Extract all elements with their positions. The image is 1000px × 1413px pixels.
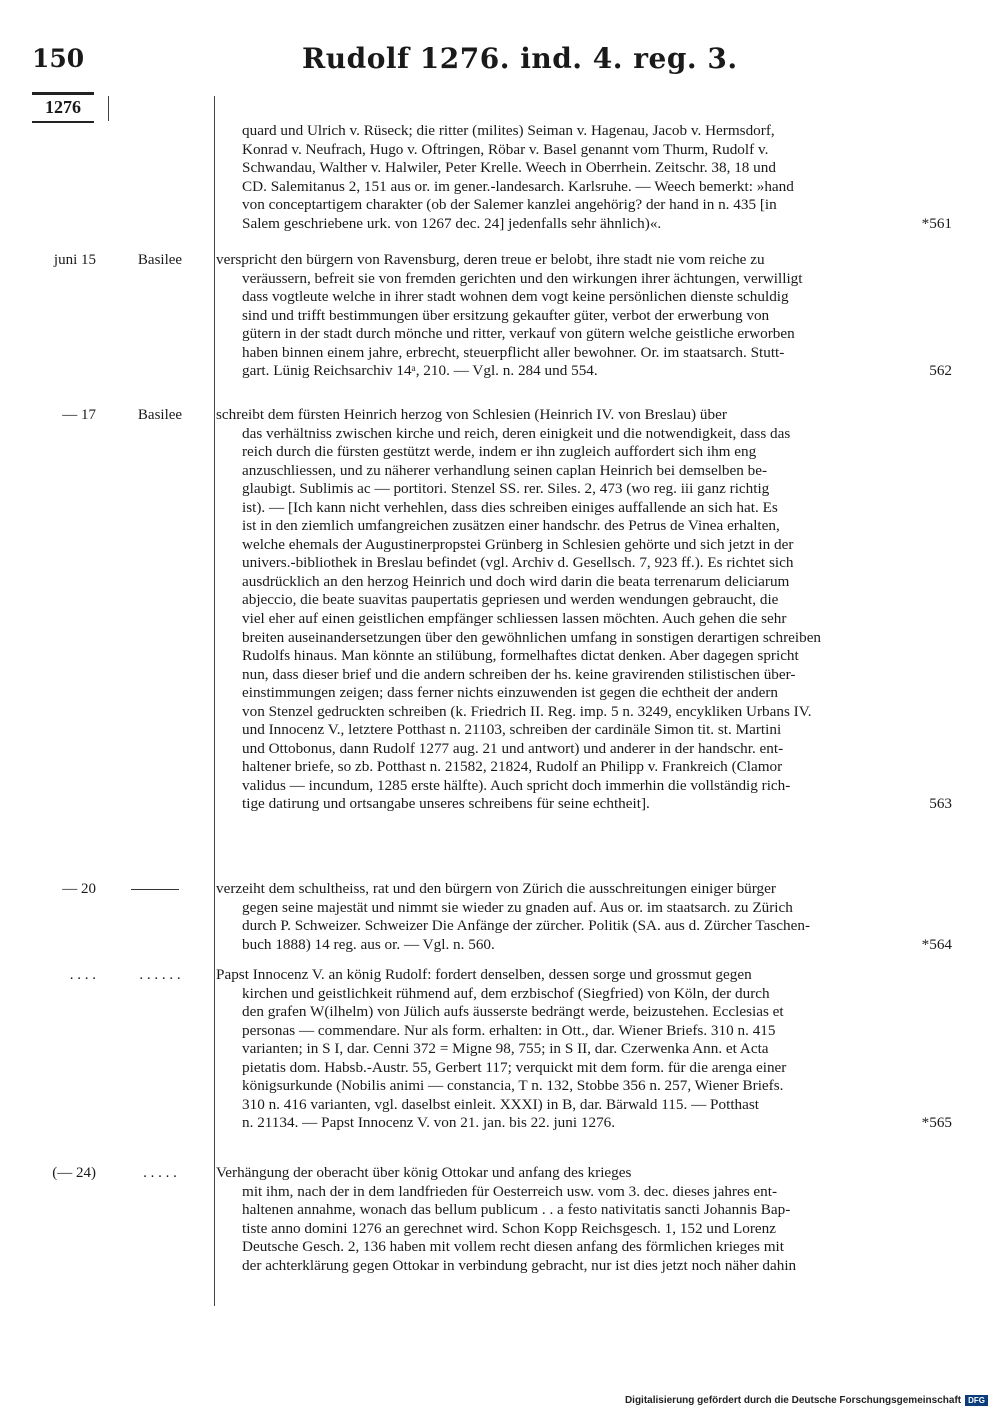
entry-date: (— 24) — [52, 1165, 96, 1181]
text-line: univers.-bibliothek in Breslau befindet (vgl. Archiv d. Gesellsch. 7, 923 ff.). Es richtet sich — [242, 554, 794, 572]
digitization-credit — [625, 1395, 988, 1406]
text-line: kirchen und geistlichkeit rühmend auf, dem erzbischof (Siegfried) von Köln, der durch — [242, 984, 770, 1002]
text-line: Papst Innocenz V. an könig Rudolf: fordert denselben, dessen sorge und grossmut gegen — [216, 966, 752, 983]
entry-place: Basilee — [137, 252, 183, 268]
text-line: Salem geschriebene urk. von 1267 dec. 24] jedenfalls sehr ähnlich)«. — [242, 214, 662, 232]
text-line: pietatis dom. Habsb.-Austr. 55, Gerbert 117; verquickt mit dem form. für die arenga einer — [242, 1058, 787, 1076]
text-line: von conceptartigem charakter (ob der Salemer kanzlei angehörig? der hand in n. 435 [in — [242, 196, 777, 214]
text-line: durch P. Schweizer. Schweizer Die Anfänge der zürcher. Politik (SA. aus d. Zürcher Taschen- — [242, 917, 811, 935]
text-line: Deutsche Gesch. 2, 136 haben mit vollem recht diesen anfang des förmlichen krieges mit — [242, 1238, 784, 1256]
text-line: mit ihm, nach der in dem landfrieden für Oesterreich usw. vom 3. dec. dieses jahres ent- — [242, 1182, 778, 1200]
text-line: personas — commendare. Nur als form. erhalten: in Ott., dar. Wiener Briefs. 310 n. 415 — [242, 1021, 776, 1039]
text-line: ist in den ziemlich umfangreichen zusätzen einer handschr. des Petrus de Vinea erhalten, — [242, 517, 780, 535]
text-line: anzuschliessen, und zu näherer verhandlung seinen caplan Heinrich bei demselben be- — [242, 461, 768, 479]
text-line: den grafen W(ilhelm) von Jülich aufs äusserste bedrängt werde, beizustehen. Ecclesias et — [242, 1003, 784, 1021]
text-line: und Ottobonus, dann Rudolf 1277 aug. 21 und antwort) und anderer in der handschr. ent- — [242, 739, 784, 757]
credit-text: Digitalisierung gefördert durch die Deutsche Forschungsgemeinschaft — [624, 1395, 962, 1406]
text-line: Konrad v. Neufrach, Hugo v. Oftringen, Röbar v. Basel genannt vom Thurm, Rudolf v. — [242, 140, 769, 158]
text-line: haben binnen einem jahre, erbrecht, steuerpflicht aller bewohner. Or. im staatsarch. Stutt- — [242, 343, 785, 361]
text-line: und Innocenz V., letztere Potthast n. 21103, schreiben der cardinäle Simon tit. st. Martini — [242, 721, 782, 739]
text-line: veräussern, befreit sie von fremden gerichten und den wirkungen ihrer ächtungen, verwilligt — [242, 269, 803, 287]
text-line: 310 n. 416 varianten, vgl. daselbst einleit. XXXI) in B, dar. Bärwald 115. — Potthast — [242, 1095, 759, 1113]
text-line: CD. Salemitanus 2, 151 aus or. im gener.-landesarch. Karlsruhe. — Weech bemerkt: »hand — [242, 177, 794, 195]
text-line: verspricht den bürgern von Ravensburg, deren treue er belobt, ihre stadt nie vom reiche zu — [216, 251, 765, 268]
entry-text — [216, 406, 952, 814]
text-line: Rudolfs hinaus. Man könnte an stilübung, formelhaftes dictat denken. Aber dagegen spricht — [242, 647, 799, 665]
text-line-last — [216, 936, 952, 955]
entry-text — [216, 122, 952, 233]
regest-number: *561 — [921, 214, 952, 232]
text-line: der achterklärung gegen Ottokar in verbindung gebracht, nur ist dies jetzt noch näher dahin — [242, 1256, 797, 1274]
entry-date: — 20 — [62, 881, 96, 897]
entry-place-dash — [131, 889, 179, 890]
text-line: n. 21134. — Papst Innocenz V. von 21. jan. bis 22. juni 1276. — [242, 1114, 616, 1132]
regest-number: *564 — [921, 935, 952, 953]
text-line: quard und Ulrich v. Rüseck; die ritter (milites) Seiman v. Hagenau, Jacob v. Hermsdorf, — [242, 122, 775, 139]
text-line-last — [216, 1114, 952, 1133]
text-line: welche ehemals der Augustinerpropstei Grünberg in Schlesien gehörte und sich jetzt in der — [242, 535, 794, 553]
entry-date: juni 15 — [53, 252, 96, 268]
entry-text — [216, 880, 952, 954]
text-line-last — [216, 362, 952, 381]
text-line: Verhängung der oberacht über könig Ottokar und anfang des krieges — [216, 1164, 632, 1181]
entry-text — [216, 1164, 952, 1275]
text-line: gart. Lünig Reichsarchiv 14ᵃ, 210. — Vgl. n. 284 und 554. — [242, 362, 598, 380]
entry-text — [216, 966, 952, 1133]
text-line: glaubigt. Sublimis ac — portitori. Stenzel SS. rer. Siles. 2, 473 (wo reg. iii ganz richtig — [242, 480, 770, 498]
regest-number: *565 — [921, 1114, 952, 1132]
text-line: Schwandau, Walther v. Halwiler, Peter Krelle. Weech in Oberrhein. Zeitschr. 38, 18 und — [242, 159, 776, 177]
text-line: viel eher auf einen geistlichen empfänger schliessen lassen möchten. Auch gehen die sehr — [242, 610, 787, 628]
text-line: verzeiht dem schultheiss, rat und den bürgern von Zürich die ausschreitungen einiger bürger — [216, 880, 776, 897]
entry-date: . . . . — [69, 967, 96, 983]
regest-number: 563 — [929, 795, 952, 813]
text-line: buch 1888) 14 reg. aus or. — Vgl. n. 560. — [242, 935, 495, 953]
text-line: königsurkunde (Nobilis animi — constancia, T n. 132, Stobbe 356 n. 257, Wiener Briefs. — [242, 1077, 784, 1095]
text-line: ist). — [Ich kann nicht verhehlen, dass dies schreiben einiges auffallende an sich hat. Es — [242, 498, 778, 516]
text-line: gegen seine majestät und nimmt sie wieder zu gnaden auf. Aus or. im staatsarch. zu Zürich — [242, 898, 793, 916]
entry-date: — 17 — [62, 407, 96, 423]
text-line: varianten; in S I, dar. Cenni 372 = Migne 98, 755; in S II, dar. Czerwenka Ann. et Acta — [242, 1040, 769, 1058]
year-heading: 1276 — [32, 92, 94, 123]
text-line: breiten auseinandersetzungen über den gewöhnlichen umfang in sonstigen derartigen schreiben — [242, 628, 822, 646]
text-line: abjeccio, die beate suavitas paupertatis gepriesen und werden wendungen gebraucht, die — [242, 591, 779, 609]
text-line: haltenen annahme, wonach das bellum publicum . . a festo nativitatis sancti Johannis Bap- — [242, 1201, 791, 1219]
entry-place: Basilee — [137, 407, 183, 423]
entry-place: . . . . . . — [139, 967, 181, 983]
text-line: tiste anno domini 1276 an gerechnet wird. Schon Kopp Reichsgesch. 1, 152 und Lorenz — [242, 1219, 776, 1237]
column-divider-text — [214, 96, 215, 1306]
column-divider-date — [108, 96, 109, 121]
text-line: dass vogtleute welche in ihrer stadt wohnen dem vogt keine persönlichen dienste schuldig — [242, 288, 789, 306]
regest-number: 562 — [929, 362, 952, 380]
page-header — [32, 40, 952, 90]
text-line: validus — incundum, 1285 erste hälfte). Auch spricht doch immerhin die vollständig rich- — [242, 776, 791, 794]
text-line-last — [216, 795, 952, 814]
text-line: schreibt dem fürsten Heinrich herzog von Schlesien (Heinrich IV. von Breslau) über — [216, 406, 727, 423]
text-line: von Stenzel gedruckten schreiben (k. Friedrich II. Reg. imp. 5 n. 3249, encykliken Urbans IV. — [242, 702, 812, 720]
dfg-logo: DFG — [965, 1395, 988, 1406]
text-line: reich durch die fürsten gestützt werde, indem er ihn zugleich auffordert sich ihm eng — [242, 443, 757, 461]
page-number: 150 — [32, 44, 85, 73]
text-line: gütern in der stadt durch mönche und ritter, verkauf von gütern welche geistliche erworben — [242, 325, 795, 343]
text-line: einstimmungen zeigen; dass ferner nichts einzuwenden ist gegen die echtheit der andern — [242, 684, 779, 702]
text-line: nun, dass dieser brief und die andern schreiben der hs. keine gravirenden stilistischen über- — [242, 665, 796, 683]
text-line: ausdrücklich an den herzog Heinrich und doch wird darin die beata terrenarum deliciarum — [242, 572, 790, 590]
running-title: Rudolf 1276. ind. 4. reg. 3. — [302, 42, 738, 75]
text-line: das verhältniss zwischen kirche und reich, deren einigkeit und die notwendigkeit, dass das — [242, 424, 791, 442]
entry-text — [216, 251, 952, 381]
text-line: sind und trifft bestimmungen über ersitzung gekaufter güter, verbot der erwerbung von — [242, 306, 770, 324]
text-line: haltener briefe, so zb. Potthast n. 21582, 21824, Rudolf an Philipp v. Frankreich (Clamor — [242, 758, 783, 776]
entry-place: . . . . . — [143, 1165, 177, 1181]
text-line: tige datirung und ortsangabe unseres schreibens für seine echtheit]. — [242, 795, 650, 813]
text-line-last — [216, 215, 952, 234]
